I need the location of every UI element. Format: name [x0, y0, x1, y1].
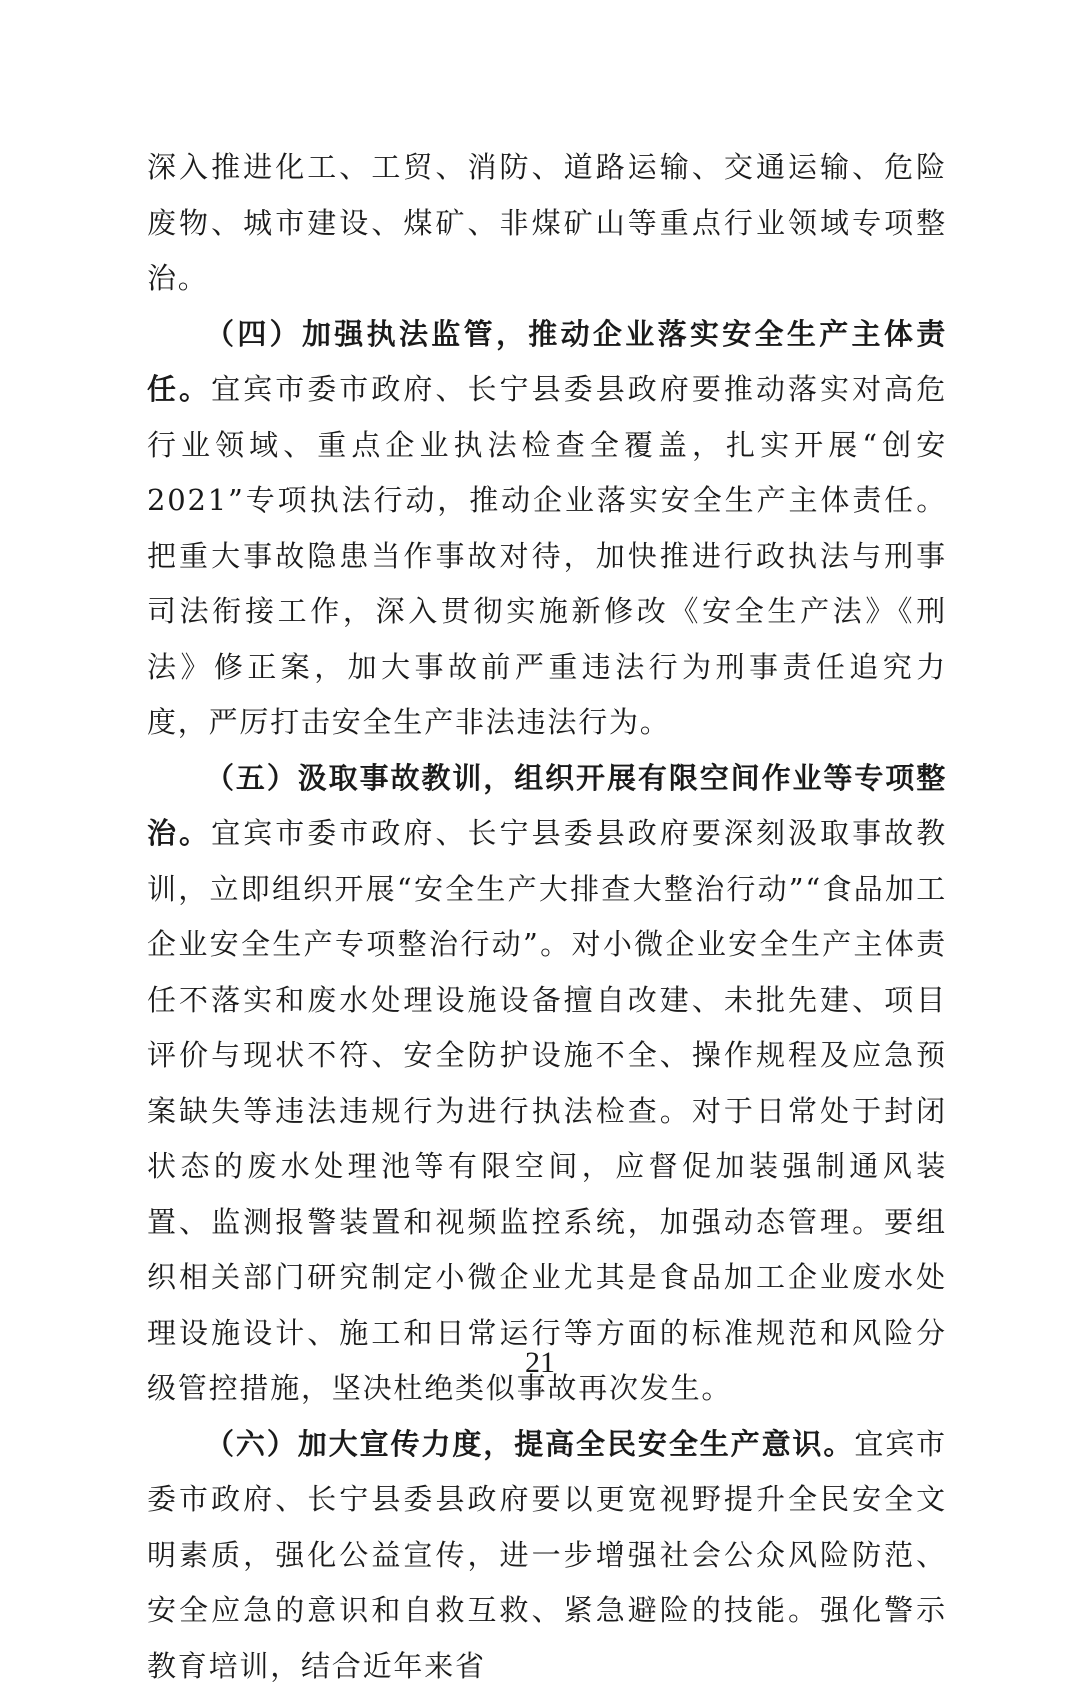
continuation-paragraph: 深入推进化工、工贸、消防、道路运输、交通运输、危险废物、城市建设、煤矿、非煤矿山等重点行业领域专项整治。 — [147, 140, 947, 307]
document-body — [147, 140, 947, 1694]
section-four-body: 宜宾市委市政府、长宁县委县政府要推动落实对高危行业领域、重点企业执法检查全覆盖，扎实开展“创安2021”专项执法行动，推动企业落实安全生产主体责任。把重大事故隐患当作事故对待，加快推进行政执法与刑事司法衔接工作，深入贯彻实施新修改《安全生产法》《刑法》修正案，加大事故前严重违法行为刑事责任追究力度，严厉打击安全生产非法违法行为。 — [147, 372, 947, 739]
section-five-heading: （五）汲取事故教训，组织开展有限空间作业等专项整治。 — [147, 761, 947, 851]
section-five-paragraph — [147, 751, 947, 1417]
section-four-heading: （四）加强执法监管，推动企业落实安全生产主体责任。 — [147, 317, 947, 407]
section-six-heading: （六）加大宣传力度，提高全民安全生产意识。 — [205, 1427, 854, 1461]
page-number: 21 — [0, 1346, 1080, 1380]
section-six-paragraph — [147, 1417, 947, 1694]
section-six-body: 宜宾市委市政府、长宁县委县政府要以更宽视野提升全民安全文明素质，强化公益宣传，进一步增强社会公众风险防范、安全应急的意识和自救互救、紧急避险的技能。强化警示教育培训，结合近年来省 — [147, 1427, 947, 1683]
section-four-paragraph — [147, 307, 947, 751]
section-five-body: 宜宾市委市政府、长宁县委县政府要深刻汲取事故教训，立即组织开展“安全生产大排查大整治行动”“食品加工企业安全生产专项整治行动”。对小微企业安全生产主体责任不落实和废水处理设施设备擅自改建、未批先建、项目评价与现状不符、安全防护设施不全、操作规程及应急预案缺失等违法违规行为进行执法检查。对于日常处于封闭状态的废水处理池等有限空间，应督促加装强制通风装置、监测报警装置和视频监控系统，加强动态管理。要组织相关部门研究制定小微企业尤其是食品加工企业废水处理设施设计、施工和日常运行等方面的标准规范和风险分级管控措施，坚决杜绝类似事故再次发生。 — [147, 816, 947, 1405]
